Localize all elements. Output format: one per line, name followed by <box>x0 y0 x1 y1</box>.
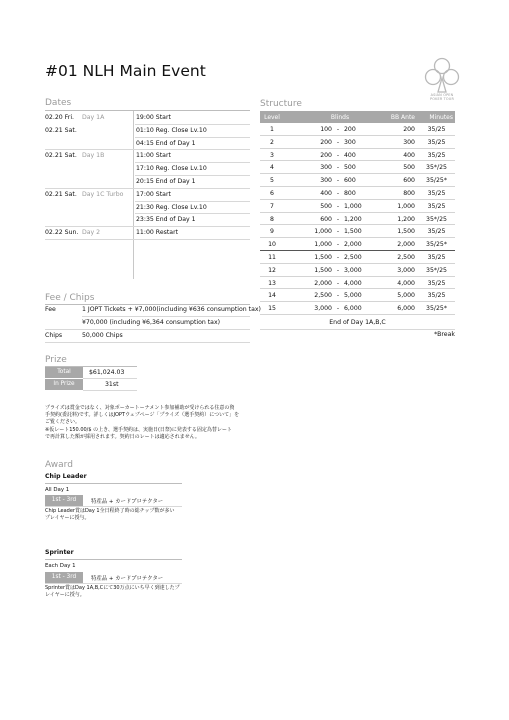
dates-time: 19:00 Start <box>136 114 171 121</box>
dates-day: Day 2 <box>82 229 101 237</box>
structure-row <box>260 187 455 200</box>
big-blind-cell: 5,000 <box>344 292 362 300</box>
chip-leader-desc: Chip Leader賞はDay 1全日程終了時の総チップ数が多い プレイヤーに授与。 <box>45 508 175 522</box>
bb-ante-cell: 500 <box>403 164 415 172</box>
bb-ante-cell: 2,500 <box>397 254 415 261</box>
level-cell: 15 <box>268 305 276 313</box>
small-blind-cell: 2,500 <box>314 292 332 300</box>
dates-time: 17:00 Start <box>136 190 171 198</box>
structure-end-note: End of Day 1A,B,C <box>329 319 386 326</box>
col-bb-ante: BB Ante <box>390 113 415 121</box>
prize-row-divider <box>83 378 137 379</box>
minutes-cell: 35*/25 <box>426 164 447 172</box>
blind-separator: - <box>336 305 340 313</box>
prize-inprize-value: 31st <box>105 381 119 388</box>
small-blind-cell: 600 <box>320 215 332 223</box>
dates-row <box>45 226 250 239</box>
big-blind-cell: 300 <box>344 138 356 146</box>
dates-date: 02.21 Sat. <box>45 152 77 160</box>
fee-line-2: ¥70,000 (including ¥6,364 consumption tax) <box>82 319 221 326</box>
minutes-cell: 35/25* <box>426 177 447 185</box>
level-cell: 13 <box>268 279 276 287</box>
minutes-cell: 35/25 <box>427 126 446 133</box>
fee-label: Fee <box>45 306 56 313</box>
dates-time: 11:00 Restart <box>136 229 179 237</box>
level-cell: 14 <box>268 292 276 300</box>
blind-separator: - <box>336 266 340 274</box>
small-blind-cell: 200 <box>320 151 332 159</box>
level-cell: 4 <box>270 164 274 172</box>
big-blind-cell: 800 <box>344 190 356 197</box>
dates-row <box>45 137 250 150</box>
blind-separator: - <box>336 151 340 159</box>
big-blind-cell: 600 <box>344 177 356 185</box>
dates-time: 21:30 Reg. Close Lv.10 <box>136 203 207 211</box>
dates-time: 11:00 Start <box>136 152 171 160</box>
minutes-cell: 35*/25 <box>426 266 447 274</box>
structure-end-divider <box>260 329 455 330</box>
dates-time: 20:15 End of Day 1 <box>136 178 196 185</box>
dates-heading: Dates <box>45 98 72 108</box>
bb-ante-cell: 600 <box>403 177 415 185</box>
big-blind-cell: 1,500 <box>344 228 362 236</box>
big-blind-cell: 2,000 <box>344 241 362 249</box>
chip-leader-scope: All Day 1 <box>45 487 70 493</box>
small-blind-cell: 2,000 <box>314 279 332 287</box>
big-blind-cell: 4,000 <box>344 279 362 287</box>
sprinter-scope: Each Day 1 <box>45 563 76 569</box>
minutes-cell: 35/25* <box>426 305 447 313</box>
structure-break-note: *Break <box>434 331 455 338</box>
prize-heading: Prize <box>45 355 67 365</box>
big-blind-cell: 6,000 <box>344 305 362 313</box>
dates-row <box>45 149 250 162</box>
big-blind-cell: 3,000 <box>344 266 362 274</box>
dates-row <box>45 213 250 226</box>
dates-time: 23:35 End of Day 1 <box>136 216 196 224</box>
structure-row <box>260 123 455 136</box>
level-cell: 1 <box>270 126 274 133</box>
chip-leader-title: Chip Leader <box>45 473 87 480</box>
small-blind-cell: 1,000 <box>314 228 332 236</box>
prize-row-divider-2 <box>83 390 137 391</box>
fee-row-divider <box>82 316 250 317</box>
dates-day: Day 1A <box>82 114 105 121</box>
blind-separator: - <box>336 228 340 236</box>
blind-separator: - <box>336 241 340 249</box>
level-cell: 8 <box>270 215 274 223</box>
dates-time: 17:10 Reg. Close Lv.10 <box>136 165 207 173</box>
bb-ante-cell: 5,000 <box>397 292 415 300</box>
structure-row <box>260 264 455 277</box>
blind-separator: - <box>336 202 340 210</box>
structure-row <box>260 149 455 162</box>
chip-leader-rank: 1st - 3rd <box>45 495 83 506</box>
logo-caption: ASIAN OPEN POKER TOUR <box>429 93 455 102</box>
fee-divider <box>45 304 250 305</box>
dates-date: 02.21 Sat. <box>45 190 77 198</box>
structure-row <box>260 200 455 213</box>
small-blind-cell: 500 <box>320 202 332 210</box>
dates-time: 01:10 Reg. Close Lv.10 <box>136 126 207 134</box>
big-blind-cell: 2,500 <box>344 254 362 261</box>
blind-separator: - <box>336 164 340 172</box>
small-blind-cell: 3,000 <box>314 305 332 313</box>
blind-separator: - <box>336 279 340 287</box>
sprinter-rank: 1st - 3rd <box>45 572 83 583</box>
level-cell: 3 <box>270 151 274 159</box>
big-blind-cell: 1,200 <box>344 215 362 223</box>
dates-row <box>45 111 250 124</box>
structure-row <box>260 289 455 302</box>
dates-time: 04:15 End of Day 1 <box>136 139 196 147</box>
fee-heading: Fee / Chips <box>45 293 95 303</box>
chips-value: 50,000 Chips <box>82 332 123 339</box>
big-blind-cell: 200 <box>344 126 356 133</box>
dates-row <box>45 175 250 188</box>
col-minutes: Minutes <box>429 113 453 121</box>
blind-separator: - <box>336 126 340 133</box>
bb-ante-cell: 400 <box>403 151 415 159</box>
minutes-cell: 35/25 <box>427 202 446 210</box>
chips-label: Chips <box>45 332 63 339</box>
prize-total-value: $61,024.03 <box>89 369 125 376</box>
small-blind-cell: 1,500 <box>314 266 332 274</box>
sprinter-desc: Sprinter賞はDay 1A,B,Cにて30万点にいち早く到達したプ レイヤーに授与。 <box>45 585 180 599</box>
dates-date: 02.21 Sat. <box>45 126 77 134</box>
small-blind-cell: 300 <box>320 177 332 185</box>
sprinter-title: Sprinter <box>45 549 74 556</box>
fee-row-divider-2 <box>45 329 250 330</box>
level-cell: 9 <box>270 228 274 236</box>
structure-row <box>260 136 455 149</box>
prize-inprize-label: In Prize <box>45 379 83 390</box>
bb-ante-cell: 200 <box>403 126 415 133</box>
structure-row <box>260 277 455 290</box>
level-cell: 6 <box>270 190 274 197</box>
structure-heading: Structure <box>260 99 302 109</box>
blind-separator: - <box>336 190 340 197</box>
chip-leader-prize: 特産品 + カードプロテクター <box>91 499 164 505</box>
big-blind-cell: 400 <box>344 151 356 159</box>
structure-table-header <box>260 111 455 123</box>
minutes-cell: 35/25 <box>427 279 446 287</box>
level-cell: 11 <box>268 254 276 261</box>
prize-note: プライズは賞金ではなく、対象ポーカートーナメント参加補助が受けられる住意の資 手契約(委託料)です。詳しくはJOPTウェブページ「プライズ（選手契約）について」を ご覧ください。 ※仮レート150.00/$ の上き、選手契約は、実施日(日祭)に発表する固定為替レート で再計算した額が採用されます。契約日のレートは適応されません。 <box>45 405 240 440</box>
bb-ante-cell: 2,000 <box>397 241 415 249</box>
dates-row <box>45 201 250 214</box>
bb-ante-cell: 1,500 <box>397 228 415 236</box>
structure-row <box>260 302 455 315</box>
bb-ante-cell: 1,000 <box>397 202 415 210</box>
dates-date: 02.20 Fri. <box>45 114 75 121</box>
bb-ante-cell: 4,000 <box>397 279 415 287</box>
bb-ante-cell: 1,200 <box>397 215 415 223</box>
small-blind-cell: 300 <box>320 164 332 172</box>
chip-leader-divider <box>45 483 182 484</box>
col-blinds: Blinds <box>330 113 350 121</box>
big-blind-cell: 500 <box>344 164 356 172</box>
sprinter-row-divider <box>45 583 182 584</box>
award-heading: Award <box>45 460 73 470</box>
dates-row-divider <box>45 239 250 240</box>
page-title: #01 NLH Main Event <box>45 62 206 80</box>
level-cell: 10 <box>268 241 276 249</box>
blind-separator: - <box>336 292 340 300</box>
structure-row <box>260 174 455 187</box>
structure-row <box>260 251 455 264</box>
dates-row <box>45 124 250 137</box>
small-blind-cell: 1,500 <box>314 254 332 261</box>
level-cell: 7 <box>270 202 274 210</box>
bb-ante-cell: 300 <box>403 138 415 146</box>
small-blind-cell: 100 <box>320 126 332 133</box>
structure-row <box>260 238 455 251</box>
blind-separator: - <box>336 138 340 146</box>
dates-row <box>45 162 250 175</box>
small-blind-cell: 200 <box>320 138 332 146</box>
level-cell: 2 <box>270 138 274 146</box>
big-blind-cell: 1,000 <box>344 202 362 210</box>
minutes-cell: 35/25 <box>427 292 446 300</box>
small-blind-cell: 1,000 <box>314 241 332 249</box>
structure-row <box>260 213 455 226</box>
minutes-cell: 35*/25 <box>426 215 447 223</box>
dates-row <box>45 188 250 201</box>
level-cell: 5 <box>270 177 274 185</box>
bb-ante-cell: 3,000 <box>397 266 415 274</box>
small-blind-cell: 400 <box>320 190 332 197</box>
chips-row-divider <box>45 342 250 343</box>
dates-day: Day 1B <box>82 152 105 160</box>
col-level: Level <box>264 113 280 121</box>
blind-separator: - <box>336 177 340 185</box>
minutes-cell: 35/25* <box>426 241 447 249</box>
dates-day: Day 1C Turbo <box>82 190 124 198</box>
minutes-cell: 35/25 <box>427 190 446 197</box>
bb-ante-cell: 6,000 <box>397 305 415 313</box>
level-cell: 12 <box>268 266 276 274</box>
bb-ante-cell: 800 <box>403 190 415 197</box>
structure-row <box>260 225 455 238</box>
minutes-cell: 35/25 <box>427 151 446 159</box>
blind-separator: - <box>336 254 340 261</box>
minutes-cell: 35/25 <box>427 138 446 146</box>
minutes-cell: 35/25 <box>427 254 446 261</box>
prize-total-label: Total <box>45 367 83 378</box>
sprinter-prize: 特産品 + カードプロテクター <box>91 576 164 582</box>
chip-leader-row-divider <box>45 506 182 507</box>
sprinter-divider <box>45 559 182 560</box>
dates-date: 02.22 Sun. <box>45 229 79 237</box>
minutes-cell: 35/25 <box>427 228 446 236</box>
structure-row <box>260 161 455 174</box>
blind-separator: - <box>336 215 340 223</box>
fee-line-1: 1 JOPT Tickets + ¥7,000(including ¥636 consumption tax) <box>82 306 261 313</box>
